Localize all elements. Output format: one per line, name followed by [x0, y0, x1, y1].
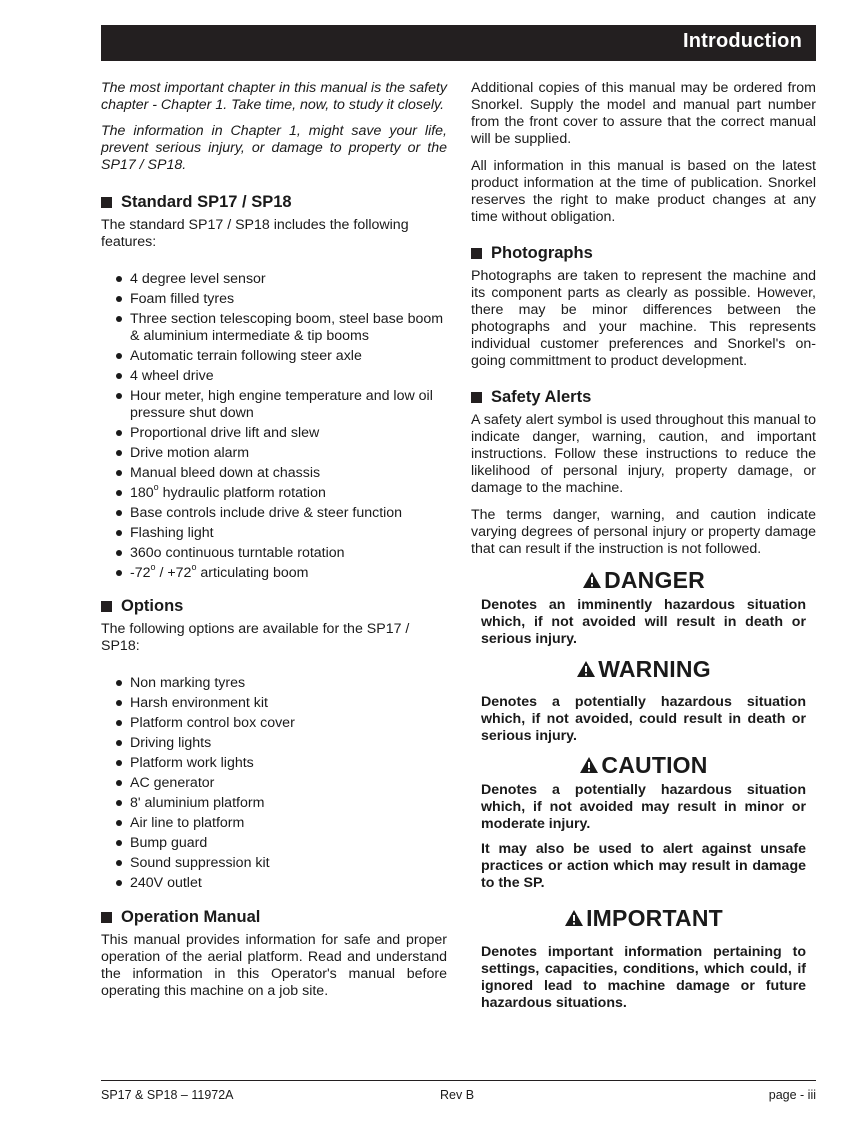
copies-paragraph: Additional copies of this manual may be ordered from Snorkel. Supply the model and manual part number from the front cover to assure that the correct manual will be supplied. [471, 80, 816, 147]
caution-title [471, 751, 816, 779]
heading-square-icon [101, 601, 112, 612]
photographs-heading [471, 243, 816, 263]
heading-square-icon [471, 392, 482, 403]
list-item: Hour meter, high engine temperature and low oil pressure shut down [114, 388, 447, 422]
list-item: Foam filled tyres [114, 291, 447, 308]
operation-paragraph: This manual provides information for safe and proper operation of the aerial platform. Read and understand the information in this Operator's manual before operating this machine on a job site. [101, 932, 447, 999]
list-item: Bump guard [114, 835, 447, 852]
safety-alerts-heading-text: Safety Alerts [491, 388, 592, 406]
list-item: 240V outlet [114, 875, 447, 892]
list-item: Sound suppression kit [114, 855, 447, 872]
warning-title [471, 655, 816, 683]
standard-intro: The standard SP17 / SP18 includes the following features: [101, 217, 409, 250]
list-item: 4 degree level sensor [114, 271, 447, 288]
important-text: Denotes important information pertaining to settings, capacities, conditions, which could, if ignored lead to machine damage or future hazardous situations. [481, 944, 806, 1011]
latest-info-paragraph: All information in this manual is based on the latest product information at the time of publication. Snorkel reserves the right to make product changes at any time without obligation. [471, 158, 816, 225]
warning-triangle-icon [564, 909, 584, 927]
operation-heading-text: Operation Manual [121, 908, 261, 926]
item-text: -72 [130, 565, 151, 581]
footer-document-id: SP17 & SP18 – 11972A [101, 1088, 234, 1102]
list-item: 4 wheel drive [114, 368, 447, 385]
header-banner [101, 25, 816, 61]
list-item: Drive motion alarm [114, 445, 447, 462]
list-item: Driving lights [114, 735, 447, 752]
degree-sup: o [191, 562, 197, 573]
list-item: Non marking tyres [114, 675, 447, 692]
caution-text-1: Denotes a potentially hazardous situation which, if not avoided may result in minor or moderate injury. [481, 782, 806, 832]
safety-alerts-paragraph-1: A safety alert symbol is used throughout this manual to indicate danger, warning, caution, and important instructions. Follow these instructions to reduce the likelihood of personal injury, property damage, or damage to the machine. [471, 412, 816, 496]
danger-label: DANGER [604, 567, 705, 593]
list-item [114, 562, 447, 582]
list-item: Air line to platform [114, 815, 447, 832]
list-item: Harsh environment kit [114, 695, 447, 712]
standard-heading-text: Standard SP17 / SP18 [121, 193, 292, 211]
footer-page-number: page - iii [768, 1088, 816, 1102]
item-text: articulating boom [196, 565, 309, 581]
heading-square-icon [471, 248, 482, 259]
options-list [114, 675, 447, 892]
list-item: Flashing light [114, 525, 447, 542]
item-text: 180 [130, 485, 154, 501]
danger-title [471, 566, 816, 594]
list-item: Platform control box cover [114, 715, 447, 732]
intro-paragraph-1: The most important chapter in this manual is the safety chapter - Chapter 1. Take time, now, to study it closely. [101, 80, 447, 113]
left-column [101, 80, 447, 1000]
footer-divider [101, 1080, 816, 1081]
warning-triangle-icon [579, 756, 599, 774]
important-title [471, 904, 816, 932]
right-column [471, 80, 816, 1012]
page-title: Introduction [682, 30, 802, 52]
list-item: Manual bleed down at chassis [114, 465, 447, 482]
item-text: / +72 [155, 565, 192, 581]
important-label: IMPORTANT [586, 905, 723, 931]
safety-alerts-heading [471, 387, 816, 407]
list-item: Platform work lights [114, 755, 447, 772]
list-item: AC generator [114, 775, 447, 792]
photographs-paragraph: Photographs are taken to represent the machine and its component parts as clearly as possible. However, there may be minor differences between the photographs and your machine. This represents individual customer preferences and Snorkel's on-going committment to product development. [471, 268, 816, 369]
warning-triangle-icon [582, 571, 602, 589]
intro-paragraph-2: The information in Chapter 1, might save your life, prevent serious injury, or damage to property or the SP17 / SP18. [101, 123, 447, 173]
options-heading [101, 596, 447, 616]
standard-feature-list [114, 271, 447, 582]
list-item: 360o continuous turntable rotation [114, 545, 447, 562]
list-item [114, 482, 447, 502]
list-item: Three section telescoping boom, steel base boom & aluminium intermediate & tip booms [114, 311, 447, 345]
safety-alerts-paragraph-2: The terms danger, warning, and caution indicate varying degrees of personal injury or property damage that can result if the instruction is not followed. [471, 507, 816, 557]
caution-text-2: It may also be used to alert against unsafe practices or action which may result in damage to the SP. [481, 841, 806, 891]
degree-sup: o [153, 482, 159, 493]
heading-square-icon [101, 197, 112, 208]
operation-heading [101, 907, 447, 927]
footer-revision: Rev B [440, 1088, 475, 1102]
danger-text: Denotes an imminently hazardous situation which, if not avoided will result in death or serious injury. [481, 597, 806, 647]
caution-label: CAUTION [601, 752, 708, 778]
item-text: hydraulic platform rotation [158, 485, 326, 501]
degree-sup: o [150, 562, 156, 573]
options-intro: The following options are available for the SP17 / SP18: [101, 621, 410, 654]
warning-label: WARNING [598, 656, 711, 682]
photographs-heading-text: Photographs [491, 244, 593, 262]
warning-text: Denotes a potentially hazardous situation which, if not avoided, could result in death or serious injury. [481, 694, 806, 744]
standard-heading [101, 192, 447, 212]
heading-square-icon [101, 912, 112, 923]
options-heading-text: Options [121, 597, 184, 615]
list-item: Base controls include drive & steer function [114, 505, 447, 522]
list-item: Proportional drive lift and slew [114, 425, 447, 442]
list-item: Automatic terrain following steer axle [114, 348, 447, 365]
list-item: 8' aluminium platform [114, 795, 447, 812]
warning-triangle-icon [576, 660, 596, 678]
